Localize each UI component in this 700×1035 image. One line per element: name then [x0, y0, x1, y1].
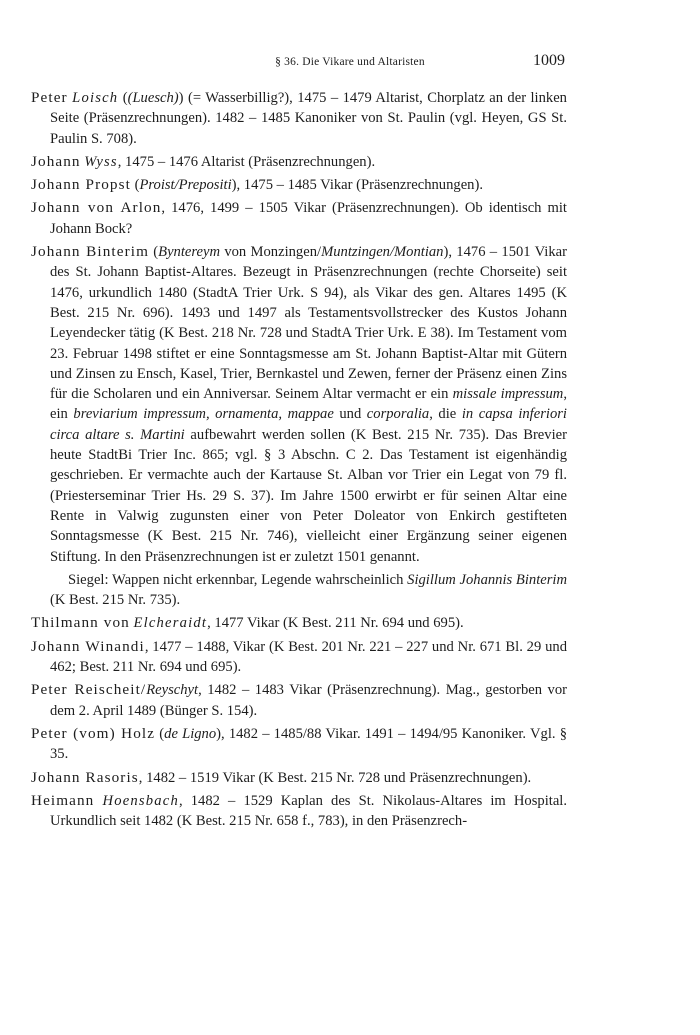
entry-johann-von-arlon	[31, 198, 567, 239]
entry-text: , 1477 Vikar (K Best. 211 Nr. 694 und 695).	[207, 615, 464, 632]
entry-name: Thilmann von	[31, 614, 130, 632]
entry-variant: de Ligno	[164, 725, 217, 742]
entry-variant: Reyschyt	[146, 682, 199, 699]
entry-variant: (Luesch)	[127, 90, 179, 106]
entry-text: ), 1475 – 1485 Vikar (Präsenzrechnungen).	[231, 177, 483, 194]
entry-name: Johann Rasoris	[31, 768, 139, 786]
entry-punct: (	[130, 177, 140, 194]
entry-surname: Loisch	[72, 90, 119, 106]
entry-name: Johann von Arlon	[31, 199, 162, 217]
entry-text: , 1482 – 1483 Vikar (Präsenzrechnung). Mag., gestorben vor dem 2. April 1489 (Bünger S. 154).	[50, 682, 567, 719]
entry-text: , 1475 – 1476 Altarist (Präsenzrechnungen).	[117, 153, 376, 170]
page-header	[0, 52, 700, 72]
entry-text: (	[148, 244, 159, 261]
entry-heimann-hoensbach	[31, 791, 567, 832]
entry-variant: Muntzingen/Montian	[321, 244, 444, 261]
entry-johann-propst	[31, 175, 567, 195]
entry-text: , die	[429, 406, 462, 423]
entry-text: , 1482 – 1519 Vikar (K Best. 215 Nr. 728 und Präsenzrechnungen).	[138, 769, 532, 786]
entry-variant: Proist/Prepositi	[139, 177, 232, 194]
entry-name: Johann Propst	[31, 176, 131, 194]
seal-legend: Sigillum Johannis Binterim	[407, 571, 567, 588]
entry-name: Peter	[31, 89, 68, 106]
entry-text: von Monzingen/	[220, 244, 322, 261]
entry-text: , 1477 – 1488, Vikar (K Best. 201 Nr. 221 – 227 und Nr. 671 Bl. 29 und 462; Best. 211 Nr. 694 und 695).	[50, 638, 567, 676]
entry-text: (= Wasserbillig?), 1475 – 1479 Altarist, Chorplatz an der linken Seite (Präsenzrechnungen). 1482 – 1485 Kanoniker von St. Paulin (vgl. Heyen, GS St. Paulin S. 708).	[50, 90, 567, 147]
entry-latin: in capsa inferiori circa altare s. Martini	[50, 406, 567, 443]
entry-text: , 1482 – 1529 Kaplan des St. Nikolaus-Altares im Hospital. Urkundlich seit 1482 (K Best. 215 Nr. 658 f., 783), in den Präsenzrech-	[50, 792, 567, 830]
entry-johann-binterim	[31, 242, 567, 567]
entry-text: ), 1482 – 1485/88 Vikar. 1491 – 1494/95 Kanoniker. Vgl. § 35.	[50, 725, 567, 763]
entry-name: Peter (vom) Holz	[31, 724, 156, 742]
entry-johann-wyss	[31, 152, 567, 172]
entry-latin: corporalia	[366, 406, 430, 423]
entry-peter-vom-holz	[31, 724, 567, 765]
seal-text: Siegel: Wappen nicht erkennbar, Legende wahrscheinlich	[68, 571, 408, 588]
entry-text: , ein	[50, 386, 567, 423]
entry-text: und	[333, 406, 367, 423]
entry-name: Heimann	[31, 791, 95, 809]
entry-peter-loisch: Peter Loisch ((Luesch)) (= Wasserbillig?), 1475 – 1479 Altarist, Chorplatz an der linken Seite (Präsenzrechnungen). 1482 – 1485 Kanoniker von St. Paulin (vgl. Heyen, GS St. Paulin S. 708).	[31, 89, 567, 147]
running-title: § 36. Die Vikare und Altaristen	[275, 56, 425, 68]
entry-surname: Elcheraidt	[133, 615, 208, 632]
entry-binterim-seal	[31, 570, 567, 611]
entry-name: Johann Binterim	[31, 243, 149, 261]
entry-variant: Byntereym	[158, 244, 221, 261]
page-number: 1009	[533, 52, 565, 69]
entry-name: Johann Winandi	[31, 637, 145, 655]
entry-text: ), 1476 – 1501 Vikar des St. Johann Baptist-Altares. Bezeugt in Präsenzrechnungen (rechte Chorseite) seit 1476, urkundlich 1480 (StadtA Trier Urk. S 94), als Vikar des gen. Altares 1495 (K Best. 215 Nr. 696). 1493 und 1497 als Testamentsvollstrecker des Kustos Johann Leyendecker tätig (K Best. 218 Nr. 728 und StadtA Trier Urk. E 38). Im Testament vom 23. Februar 1498 stiftet er eine Sonntagsmesse am St. Johann Baptist-Altar mit Gütern und Zinsen zu Ensch, Kasel, Trier, Bernkastel und Zewen, ferner der Präsenz einen Zins für die Scholaren und ein Anniversar. Seinem Altar vermacht er ein	[50, 244, 567, 403]
entry-peter-reischeit	[31, 680, 567, 721]
seal-text: (K Best. 215 Nr. 735).	[50, 592, 181, 609]
main-text	[31, 88, 567, 834]
entry-latin: breviarium impressum, ornamenta, mappae	[73, 406, 334, 423]
entry-thilmann-von-elcheraidt	[31, 613, 567, 633]
entry-text: , 1476, 1499 – 1505 Vikar (Präsenzrechnungen). Ob identisch mit Johann Bock?	[50, 200, 567, 237]
entry-name: Peter Reischeit/	[31, 681, 147, 699]
entry-text: aufbewahrt werden sollen (K Best. 215 Nr. 735). Das Brevier heute StadtBi Trier Inc. 865; vgl. § 3 Abschn. C 2. Das Testament ist eigenhändig geschrieben. Er vermachte auch der Kartause St. Alban vor Trier ein Legat von 79 fl. (Priesterseminar Trier Hs. 29 S. 37). Im Jahre 1500 erwirbt er für seinen Altar eine Rente in Valwig zugunsten einer von Peter Doleator von Enkirch gestifteten Sonntagsmesse (K Best. 215 Nr. 746), vielleicht einer Ergänzung seiner eigenen Stiftung. In den Präsenzrechnungen ist er zuletzt 1501 genannt.	[50, 426, 567, 565]
entry-surname: Hoensbach	[102, 792, 179, 809]
entry-latin: missale impressum	[452, 386, 564, 403]
entry-surname: Wyss	[84, 153, 118, 170]
entry-punct: (	[155, 725, 165, 742]
entry-johann-winandi	[31, 637, 567, 678]
entry-name: Johann	[31, 152, 81, 170]
entry-johann-rasoris	[31, 768, 567, 788]
